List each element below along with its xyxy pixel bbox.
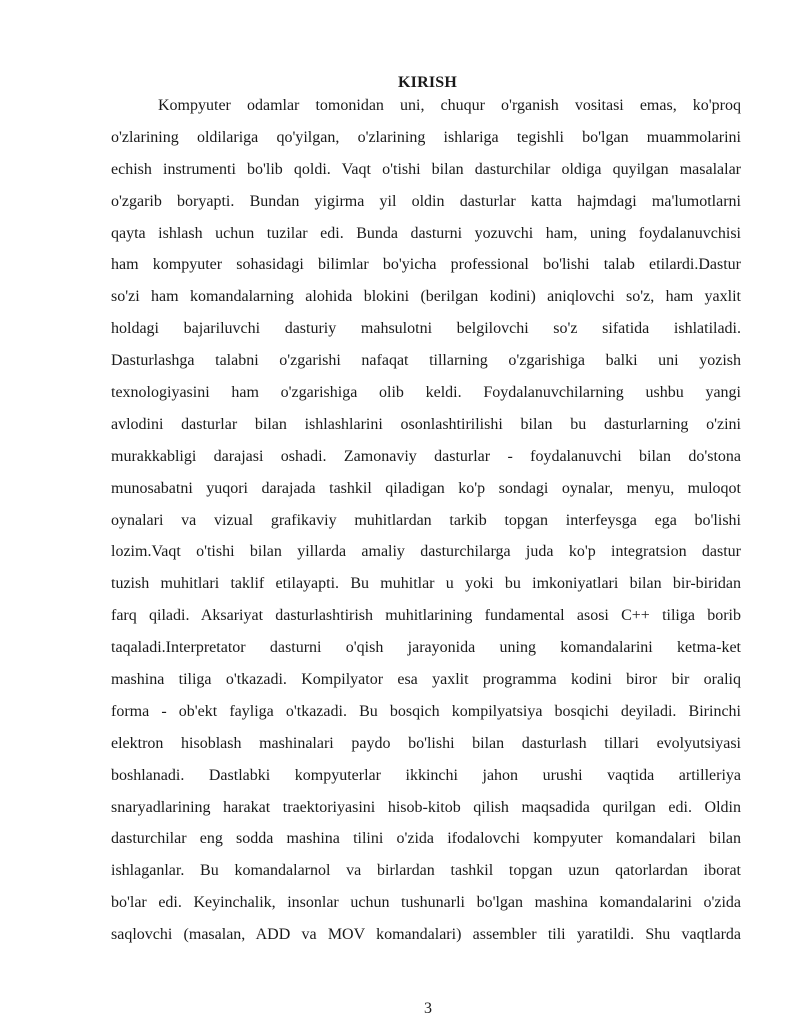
text-line: mashina tiliga o'tkazadi. Kompilyator esa yaxlit programma kodini biror bir oraliq [111, 671, 741, 689]
text-line: snaryadlarining harakat traektoriyasini hisob-kitob qilish maqsadida qurilgan edi. Oldin [111, 798, 741, 816]
text-line: bo'lar edi. Keyinchalik, insonlar uchun tushunarli bo'lgan mashina komandalarini o'zida [111, 894, 741, 912]
page-number: 3 [424, 1000, 432, 1017]
text-line: o'zlarining oldilariga qo'yilgan, o'zlarining ishlariga tegishli bo'lgan muammolarini [111, 128, 741, 146]
text-line: so'zi ham komandalarning alohida blokini (berilgan kodini) aniqlovchi so'z, ham yaxlit [111, 288, 741, 306]
text-line: murakkabligi darajasi oshadi. Zamonaviy dasturlar - foydalanuvchi bilan do'stona [111, 447, 741, 465]
text-line: ishlaganlar. Bu komandalarnol va birlardan tashkil topgan uzun qatorlardan iborat [111, 862, 741, 880]
text-line: o'zgarib boryapti. Bundan yigirma yil oldin dasturlar katta hajmdagi ma'lumotlarni [111, 192, 741, 210]
text-line: echish instrumenti bo'lib qoldi. Vaqt o'tishi bilan dasturchilar oldiga quyilgan masalalar [111, 160, 741, 178]
text-line: boshlanadi. Dastlabki kompyuterlar ikkinchi jahon urushi vaqtida artilleriya [111, 766, 741, 784]
text-line: taqaladi.Interpretator dasturni o'qish jarayonida uning komandalarini ketma-ket [111, 639, 741, 657]
text-line: saqlovchi (masalan, ADD va MOV komandalari) assembler tili yaratildi. Shu vaqtlarda [111, 926, 741, 944]
text-line: tuzish muhitlari taklif etilayapti. Bu muhitlar u yoki bu imkoniyatlari bilan bir-biridan [111, 575, 741, 593]
text-line: lozim.Vaqt o'tishi bilan yillarda amaliy dasturchilarga juda ko'p integratsion dastur [111, 543, 741, 561]
text-line: ham kompyuter sohasidagi bilimlar bo'yicha professional bo'lishi talab etilardi.Dastur [111, 256, 741, 274]
page-title: KIRISH [398, 74, 457, 91]
body-paragraph [111, 94, 741, 955]
text-line: oynalari va vizual grafikaviy muhitlardan tarkib topgan interfeysga ega bo'lishi [111, 511, 741, 529]
text-line: holdagi bajariluvchi dasturiy mahsulotni belgilovchi so'z sifatida ishlatiladi. [111, 320, 741, 338]
text-line: farq qiladi. Aksariyat dasturlashtirish muhitlarining fundamental asosi C++ tiliga borib [111, 607, 741, 625]
text-line: dasturchilar eng sodda mashina tilini o'zida ifodalovchi kompyuter komandalari bilan [111, 830, 741, 848]
text-line: munosabatni yuqori darajada tashkil qiladigan ko'p sondagi oynalar, menyu, muloqot [111, 479, 741, 497]
text-line: texnologiyasini ham o'zgarishiga olib keldi. Foydalanuvchilarning ushbu yangi [111, 384, 741, 402]
text-line: Kompyuter odamlar tomonidan uni, chuqur o'rganish vositasi emas, ko'proq [158, 97, 741, 114]
text-line: Dasturlashga talabni o'zgarishi nafaqat tillarning o'zgarishiga balki uni yozish [111, 352, 741, 370]
text-line: forma - ob'ekt fayliga o'tkazadi. Bu bosqich kompilyatsiya bosqichi deyiladi. Birinchi [111, 702, 741, 720]
text-line: avlodini dasturlar bilan ishlashlarini osonlashtirilishi bilan bu dasturlarning o'zini [111, 415, 741, 433]
text-line: elektron hisoblash mashinalari paydo bo'lishi bilan dasturlash tillari evolyutsiyasi [111, 734, 741, 752]
text-line: qayta ishlash uchun tuzilar edi. Bunda dasturni yozuvchi ham, uning foydalanuvchisi [111, 224, 741, 242]
